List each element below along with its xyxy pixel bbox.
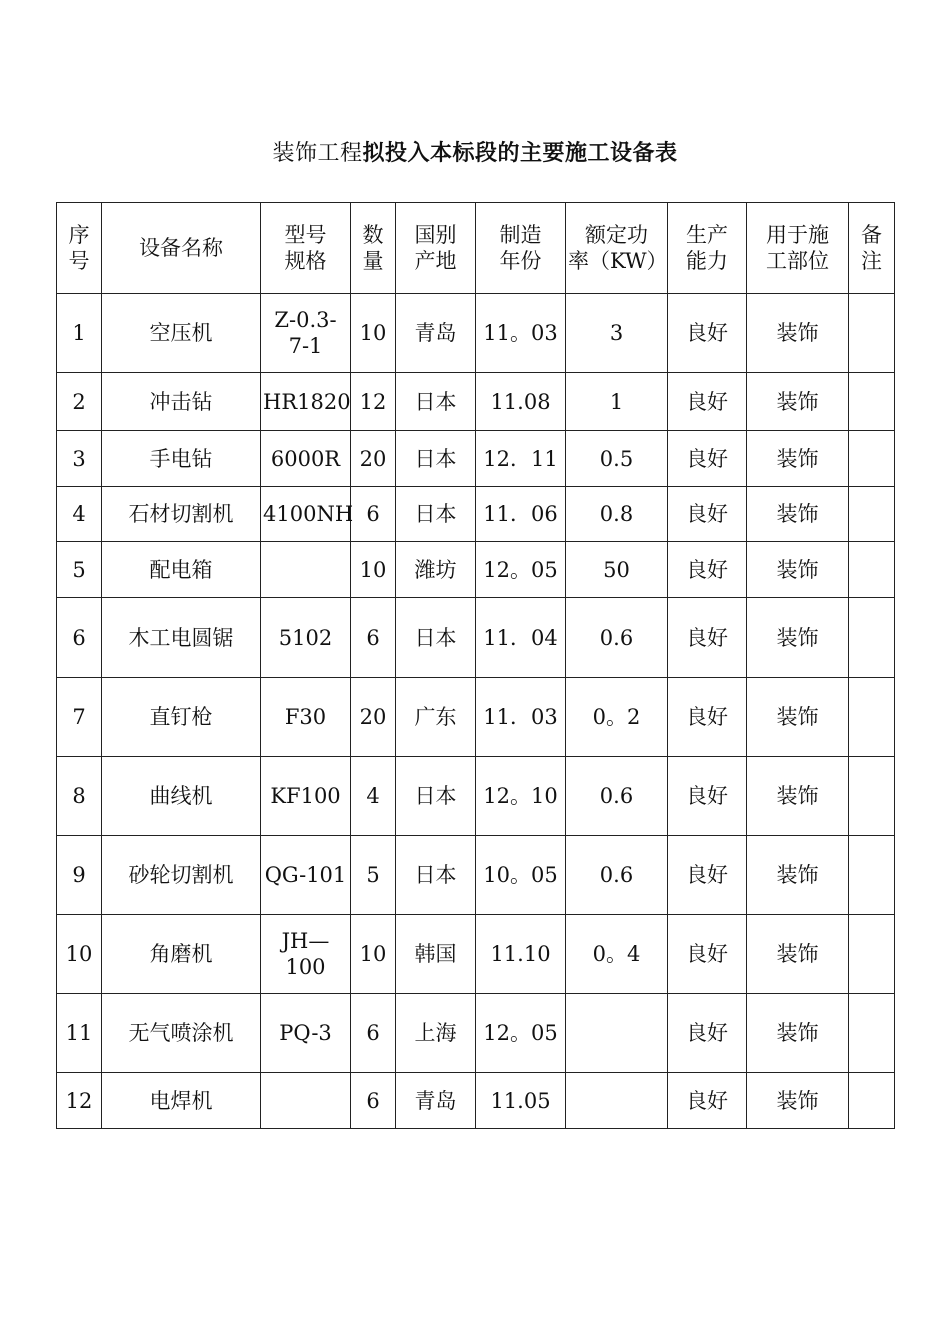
cell-name: 直钉枪 [102,678,261,757]
cell-origin: 潍坊 [396,542,476,598]
cell-origin: 日本 [396,757,476,836]
cell-model: Z-0.3- 7-1 [261,294,351,373]
cell-capacity: 良好 [668,678,747,757]
table-row [57,294,895,373]
cell-name: 无气喷涂机 [102,994,261,1073]
cell-name: 冲击钻 [102,373,261,431]
cell-use: 装饰 [747,994,849,1073]
cell-num: 3 [57,431,102,487]
cell-capacity: 良好 [668,431,747,487]
cell-capacity: 良好 [668,373,747,431]
cell-model: QG-101 [261,836,351,915]
cell-qty: 20 [351,678,396,757]
header-name: 设备名称 [102,203,261,294]
page-title [0,136,950,167]
header-year: 制造 年份 [476,203,566,294]
cell-origin: 日本 [396,373,476,431]
cell-note [849,542,895,598]
table-row [57,915,895,994]
cell-capacity: 良好 [668,542,747,598]
cell-qty: 4 [351,757,396,836]
cell-name: 石材切割机 [102,487,261,542]
cell-num: 5 [57,542,102,598]
cell-year: 12．11 [476,431,566,487]
cell-year: 10。05 [476,836,566,915]
cell-model: 6000R [261,431,351,487]
cell-use: 装饰 [747,431,849,487]
cell-note [849,431,895,487]
cell-power: 0.6 [566,598,668,678]
header-capacity: 生产 能力 [668,203,747,294]
table-row [57,994,895,1073]
cell-note [849,373,895,431]
cell-use: 装饰 [747,757,849,836]
cell-power: 0.6 [566,757,668,836]
cell-year: 11。03 [476,294,566,373]
cell-model: 5102 [261,598,351,678]
title-part-plain: 装饰工程 [272,141,363,166]
cell-note [849,915,895,994]
cell-origin: 上海 [396,994,476,1073]
cell-note [849,598,895,678]
cell-origin: 韩国 [396,915,476,994]
cell-power: 0。4 [566,915,668,994]
cell-qty: 5 [351,836,396,915]
cell-use: 装饰 [747,915,849,994]
cell-num: 4 [57,487,102,542]
cell-num: 6 [57,598,102,678]
cell-origin: 日本 [396,487,476,542]
table-row [57,678,895,757]
cell-note [849,1073,895,1129]
cell-use: 装饰 [747,1073,849,1129]
cell-origin: 青岛 [396,294,476,373]
cell-num: 12 [57,1073,102,1129]
cell-name: 角磨机 [102,915,261,994]
cell-model: PQ-3 [261,994,351,1073]
cell-year: 12。10 [476,757,566,836]
cell-power: 50 [566,542,668,598]
cell-capacity: 良好 [668,294,747,373]
table-row [57,598,895,678]
cell-year: 11.08 [476,373,566,431]
cell-qty: 6 [351,598,396,678]
cell-use: 装饰 [747,487,849,542]
cell-note [849,487,895,542]
cell-capacity: 良好 [668,487,747,542]
cell-note [849,836,895,915]
cell-name: 空压机 [102,294,261,373]
cell-capacity: 良好 [668,994,747,1073]
table-row [57,542,895,598]
cell-origin: 日本 [396,836,476,915]
cell-origin: 青岛 [396,1073,476,1129]
cell-year: 11．06 [476,487,566,542]
cell-model [261,542,351,598]
header-power: 额定功 率（KW） [566,203,668,294]
table-row [57,487,895,542]
cell-num: 8 [57,757,102,836]
cell-num: 1 [57,294,102,373]
cell-power [566,1073,668,1129]
cell-origin: 日本 [396,598,476,678]
cell-use: 装饰 [747,542,849,598]
cell-model [261,1073,351,1129]
cell-model: HR1820 [261,373,351,431]
cell-power [566,994,668,1073]
header-num: 序 号 [57,203,102,294]
cell-use: 装饰 [747,373,849,431]
header-note: 备 注 [849,203,895,294]
title-part-bold: 拟投入本标段的主要施工设备表 [362,140,678,166]
cell-year: 11.05 [476,1073,566,1129]
cell-name: 电焊机 [102,1073,261,1129]
cell-qty: 10 [351,915,396,994]
cell-use: 装饰 [747,598,849,678]
cell-model: F30 [261,678,351,757]
header-use: 用于施 工部位 [747,203,849,294]
cell-qty: 6 [351,994,396,1073]
table-row [57,836,895,915]
header-qty: 数 量 [351,203,396,294]
cell-num: 10 [57,915,102,994]
cell-note [849,294,895,373]
cell-qty: 20 [351,431,396,487]
cell-year: 11．03 [476,678,566,757]
table-row [57,373,895,431]
cell-note [849,757,895,836]
cell-name: 配电箱 [102,542,261,598]
cell-use: 装饰 [747,294,849,373]
table-row [57,757,895,836]
table-row [57,1073,895,1129]
cell-origin: 日本 [396,431,476,487]
cell-qty: 10 [351,542,396,598]
table-row [57,431,895,487]
cell-capacity: 良好 [668,915,747,994]
cell-origin: 广东 [396,678,476,757]
table-header-row [57,203,895,294]
cell-power: 0.8 [566,487,668,542]
table-body [57,294,895,1129]
header-origin: 国别 产地 [396,203,476,294]
cell-name: 砂轮切割机 [102,836,261,915]
header-model: 型号 规格 [261,203,351,294]
cell-power: 1 [566,373,668,431]
cell-year: 12。05 [476,994,566,1073]
cell-capacity: 良好 [668,836,747,915]
cell-capacity: 良好 [668,1073,747,1129]
cell-power: 0.5 [566,431,668,487]
cell-num: 2 [57,373,102,431]
cell-num: 9 [57,836,102,915]
cell-qty: 10 [351,294,396,373]
cell-capacity: 良好 [668,757,747,836]
cell-name: 木工电圆锯 [102,598,261,678]
cell-qty: 6 [351,487,396,542]
cell-power: 0。2 [566,678,668,757]
cell-capacity: 良好 [668,598,747,678]
equipment-table [56,202,895,1129]
cell-year: 12。05 [476,542,566,598]
cell-model: JH— 100 [261,915,351,994]
cell-model: KF100 [261,757,351,836]
cell-model: 4100NH [261,487,351,542]
cell-use: 装饰 [747,678,849,757]
cell-note [849,678,895,757]
cell-power: 3 [566,294,668,373]
cell-num: 7 [57,678,102,757]
cell-name: 曲线机 [102,757,261,836]
cell-name: 手电钻 [102,431,261,487]
cell-use: 装饰 [747,836,849,915]
cell-qty: 12 [351,373,396,431]
cell-power: 0.6 [566,836,668,915]
cell-year: 11．04 [476,598,566,678]
cell-num: 11 [57,994,102,1073]
cell-year: 11.10 [476,915,566,994]
cell-qty: 6 [351,1073,396,1129]
cell-note [849,994,895,1073]
